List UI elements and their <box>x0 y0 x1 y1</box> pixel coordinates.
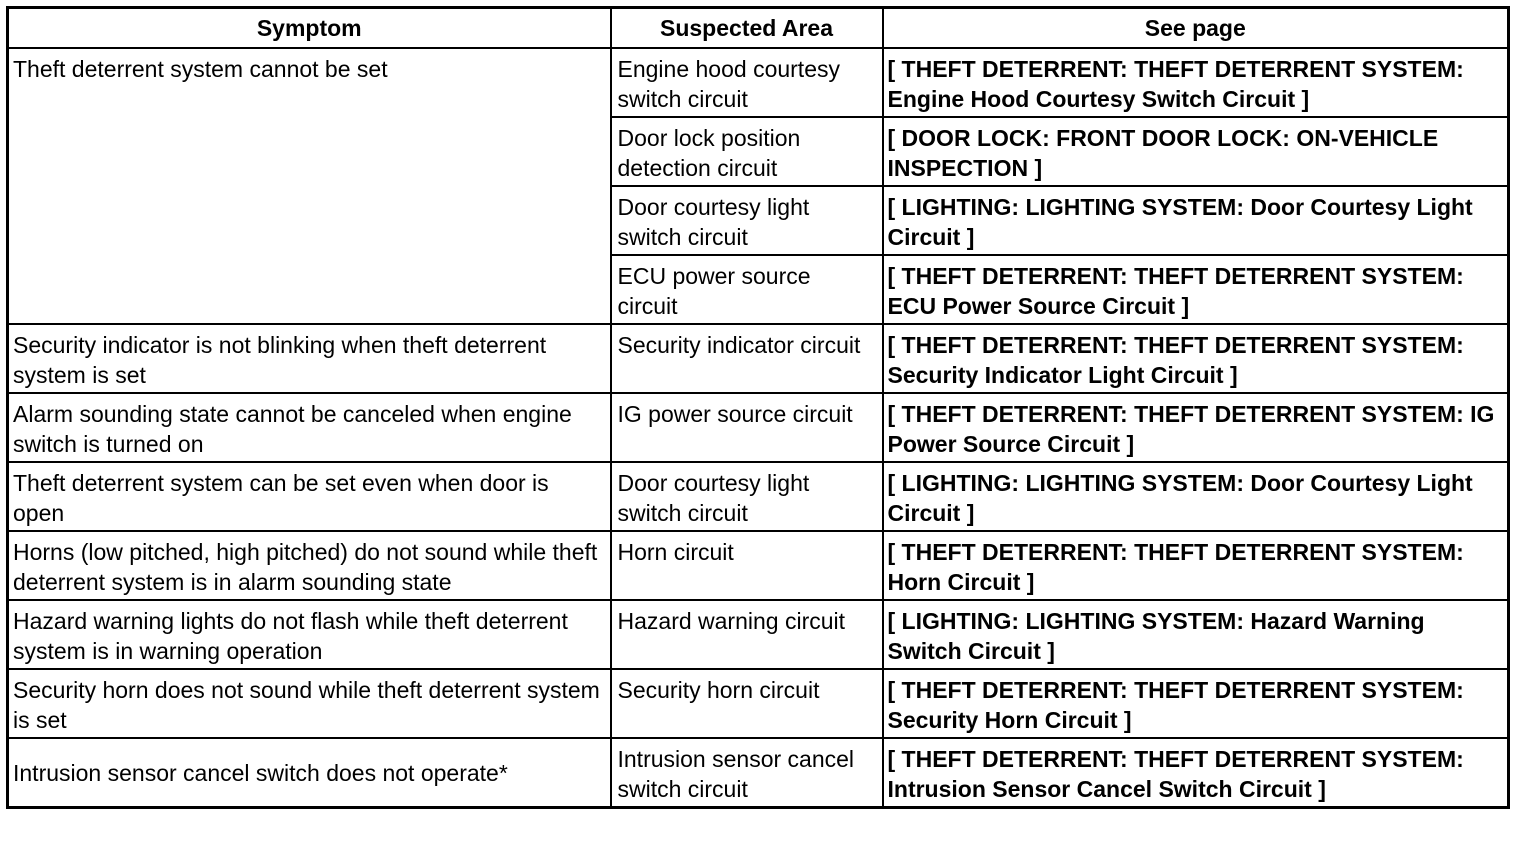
see-page-link[interactable]: [ THEFT DETERRENT: THEFT DETERRENT SYSTEM: Intrusion Sensor Cancel Switch Circuit ] <box>883 738 1509 808</box>
header-suspected-area: Suspected Area <box>611 8 883 49</box>
header-see-page: See page <box>883 8 1509 49</box>
suspected-area-cell: ECU power source circuit <box>611 255 883 324</box>
table-row <box>8 393 1509 462</box>
suspected-area-cell: Engine hood courtesy switch circuit <box>611 48 883 117</box>
see-page-link[interactable]: [ THEFT DETERRENT: THEFT DETERRENT SYSTEM: Security Horn Circuit ] <box>883 669 1509 738</box>
suspected-area-cell: Hazard warning circuit <box>611 600 883 669</box>
see-page-link[interactable]: [ THEFT DETERRENT: THEFT DETERRENT SYSTEM: Horn Circuit ] <box>883 531 1509 600</box>
see-page-link[interactable]: [ LIGHTING: LIGHTING SYSTEM: Hazard Warning Switch Circuit ] <box>883 600 1509 669</box>
symptom-cell: Intrusion sensor cancel switch does not operate* <box>8 738 611 808</box>
table-row <box>8 600 1509 669</box>
symptom-cell: Theft deterrent system cannot be set <box>8 48 611 324</box>
suspected-area-cell: Security indicator circuit <box>611 324 883 393</box>
table-header-row <box>8 8 1509 49</box>
suspected-area-cell: Security horn circuit <box>611 669 883 738</box>
table-row <box>8 669 1509 738</box>
header-symptom: Symptom <box>8 8 611 49</box>
symptom-cell: Hazard warning lights do not flash while theft deterrent system is in warning operation <box>8 600 611 669</box>
see-page-link[interactable]: [ THEFT DETERRENT: THEFT DETERRENT SYSTEM: IG Power Source Circuit ] <box>883 393 1509 462</box>
table-row <box>8 531 1509 600</box>
see-page-link[interactable]: [ THEFT DETERRENT: THEFT DETERRENT SYSTEM: Security Indicator Light Circuit ] <box>883 324 1509 393</box>
table-row <box>8 738 1509 808</box>
symptom-cell: Security horn does not sound while theft deterrent system is set <box>8 669 611 738</box>
see-page-link[interactable]: [ THEFT DETERRENT: THEFT DETERRENT SYSTEM: ECU Power Source Circuit ] <box>883 255 1509 324</box>
see-page-link[interactable]: [ DOOR LOCK: FRONT DOOR LOCK: ON-VEHICLE INSPECTION ] <box>883 117 1509 186</box>
table-row <box>8 48 1509 117</box>
symptom-cell: Horns (low pitched, high pitched) do not sound while theft deterrent system is in alarm sounding state <box>8 531 611 600</box>
table-row <box>8 324 1509 393</box>
see-page-link[interactable]: [ LIGHTING: LIGHTING SYSTEM: Door Courtesy Light Circuit ] <box>883 462 1509 531</box>
symptom-cell: Alarm sounding state cannot be canceled when engine switch is turned on <box>8 393 611 462</box>
suspected-area-cell: Door courtesy light switch circuit <box>611 186 883 255</box>
suspected-area-cell: Door courtesy light switch circuit <box>611 462 883 531</box>
suspected-area-cell: Door lock position detection circuit <box>611 117 883 186</box>
symptom-cell: Security indicator is not blinking when theft deterrent system is set <box>8 324 611 393</box>
suspected-area-cell: Intrusion sensor cancel switch circuit <box>611 738 883 808</box>
see-page-link[interactable]: [ THEFT DETERRENT: THEFT DETERRENT SYSTEM: Engine Hood Courtesy Switch Circuit ] <box>883 48 1509 117</box>
symptom-cell: Theft deterrent system can be set even when door is open <box>8 462 611 531</box>
problem-symptoms-table <box>6 6 1510 809</box>
see-page-link[interactable]: [ LIGHTING: LIGHTING SYSTEM: Door Courtesy Light Circuit ] <box>883 186 1509 255</box>
suspected-area-cell: IG power source circuit <box>611 393 883 462</box>
suspected-area-cell: Horn circuit <box>611 531 883 600</box>
table-row <box>8 462 1509 531</box>
